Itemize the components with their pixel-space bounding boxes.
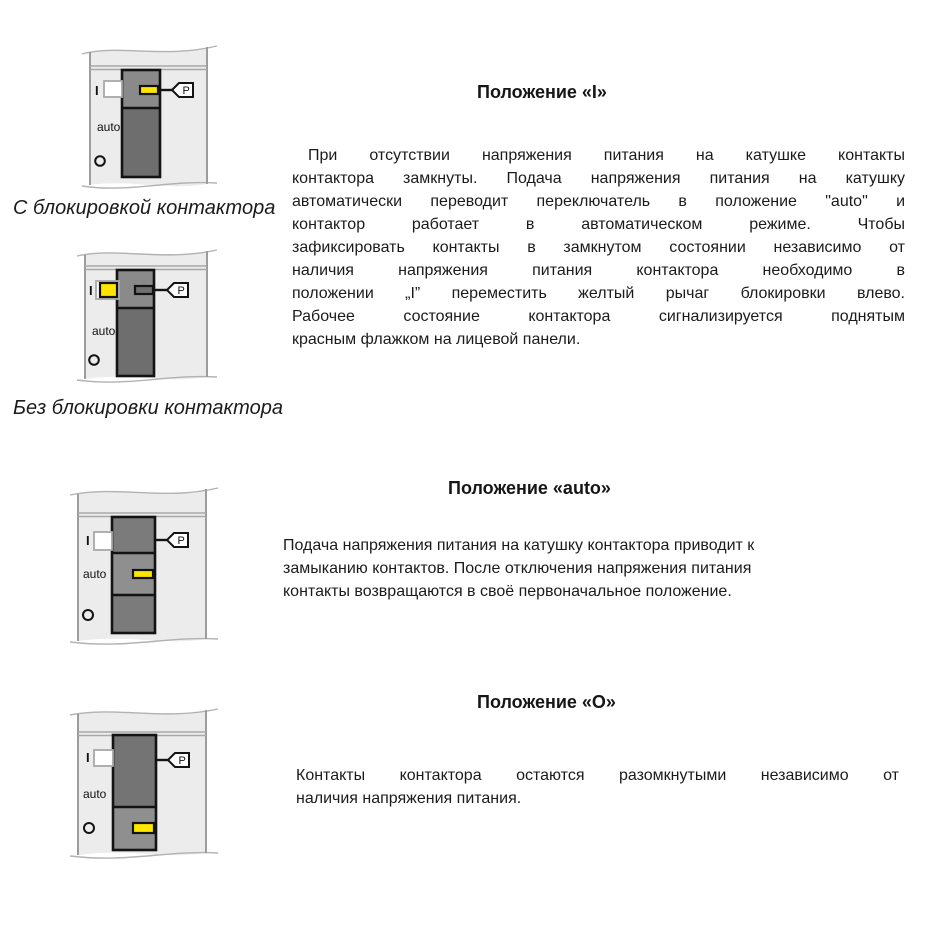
figure-caption-unlocked: Без блокировки контактора bbox=[13, 397, 283, 419]
section-body-position-auto bbox=[283, 534, 823, 603]
text-line: автоматически переводит переключатель в положение "auto" и bbox=[292, 193, 905, 210]
text-line: контактора замкнуты. Подача напряжения питания на катушку bbox=[292, 170, 905, 187]
text-line: При отсутствии напряжения питания на катушке контакты bbox=[308, 147, 905, 164]
position-label-I: I bbox=[86, 750, 90, 765]
section-heading-position-O: Положение «О» bbox=[477, 692, 616, 712]
text-line: Подача напряжения питания на катушку контактора приводит к bbox=[283, 537, 755, 554]
lock-lever-slot bbox=[94, 532, 112, 550]
yellow-lock-lever bbox=[133, 570, 153, 578]
switch-lower-block bbox=[112, 595, 155, 633]
position-label-auto: auto bbox=[97, 120, 121, 134]
text-line: зафиксировать контакты в замкнутом состоянии независимо от bbox=[292, 239, 905, 256]
position-label-I: I bbox=[89, 283, 93, 298]
yellow-lock-lever bbox=[100, 283, 117, 297]
section-heading-position-auto: Положение «auto» bbox=[448, 478, 611, 498]
section-heading-position-I: Положение «I» bbox=[477, 82, 607, 102]
position-label-auto: auto bbox=[92, 324, 116, 338]
yellow-lock-lever bbox=[133, 823, 154, 833]
position-label-I: I bbox=[86, 533, 90, 548]
position-label-I: I bbox=[95, 83, 99, 98]
text-line: контакты возвращаются в своё первоначальное положение. bbox=[283, 583, 732, 600]
section-body-position-O bbox=[296, 764, 899, 810]
flag-label: P bbox=[177, 285, 185, 297]
position-label-auto: auto bbox=[83, 567, 107, 581]
figure-position-O bbox=[58, 700, 226, 870]
switch-upper-block bbox=[113, 735, 156, 807]
flag-label: P bbox=[177, 535, 185, 547]
figure-contactor-unlocked bbox=[58, 240, 223, 398]
text-line: наличия напряжения питания контактора необходимо в bbox=[292, 262, 905, 279]
lock-lever-slot bbox=[94, 750, 113, 766]
switch-lower-block bbox=[117, 308, 154, 376]
section-body-position-I bbox=[292, 144, 905, 351]
text-line: положении „I” переместить желтый рычаг блокировки влево. bbox=[292, 285, 905, 302]
text-line: Контакты контактора остаются разомкнутыми независимо от bbox=[296, 767, 899, 784]
flag-label: P bbox=[178, 755, 186, 767]
position-label-auto: auto bbox=[83, 787, 107, 801]
text-line: наличия напряжения питания. bbox=[296, 790, 522, 807]
lock-lever-slot bbox=[104, 81, 122, 97]
switch-upper-block bbox=[112, 517, 155, 553]
yellow-lock-lever bbox=[140, 86, 158, 94]
figure-caption-locked: С блокировкой контактора bbox=[13, 197, 276, 219]
text-line: замыканию контактов. После отключения напряжения питания bbox=[283, 560, 752, 577]
text-line: красным флажком на лицевой панели. bbox=[292, 331, 581, 348]
retracted-lever-indicator bbox=[135, 286, 153, 294]
flag-label: P bbox=[182, 85, 190, 97]
switch-lower-block bbox=[122, 108, 160, 177]
figure-position-auto bbox=[58, 478, 226, 653]
figure-contactor-locked bbox=[58, 35, 223, 195]
text-line: Рабочее состояние контактора сигнализируется поднятым bbox=[292, 308, 905, 325]
text-line: контактор работает в автоматическом режиме. Чтобы bbox=[292, 216, 905, 233]
